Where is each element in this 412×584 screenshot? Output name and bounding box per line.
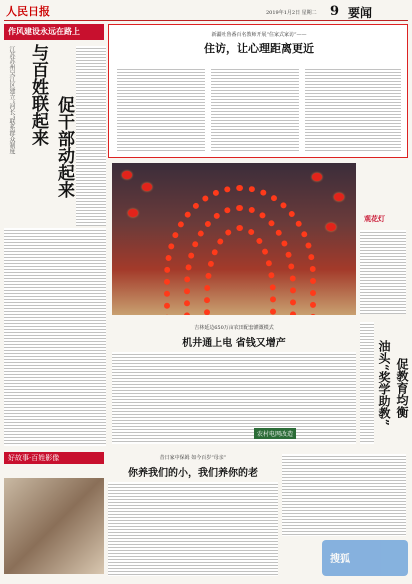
text-block [360, 230, 406, 314]
top-feature-kicker: 新疆吐鲁番百名教师开展“住家式家访”—— [211, 32, 307, 38]
middle-article-kicker: 吉林延边650万亩农田配套灌溉模式 [194, 325, 274, 331]
column-tag: 好故事·百姓影像 [4, 452, 104, 464]
top-feature-title: 住访，让心理距离更近 [204, 42, 314, 55]
column-banner: 作风建设永远在路上 [4, 24, 104, 40]
lantern-photo [112, 163, 356, 315]
text-block [4, 228, 106, 446]
lantern-icon [326, 223, 336, 231]
lantern-icon [122, 171, 132, 179]
bottom-feature-kicker: 昔日家中保姆 如今百岁“母亲” [159, 455, 227, 461]
bottom-feature-title: 你养我们的小，我们养你的老 [128, 468, 258, 479]
newspaper-logo: 人民日报 [6, 5, 50, 18]
lantern-icon [312, 173, 322, 181]
page-number: 9 [330, 4, 340, 19]
watermark-logo [322, 540, 408, 576]
middle-article-title: 机井通上电 省钱又增产 [182, 338, 286, 349]
text-block [282, 454, 406, 536]
lantern-icon [128, 209, 138, 217]
text-block [360, 322, 374, 444]
masthead [4, 2, 408, 21]
right-article-title-1: 油头“奖学助教” [377, 340, 391, 426]
lantern-icon [334, 193, 344, 201]
photo-caption-title: 观花灯 [364, 214, 385, 223]
left-feature-side-title: 江苏苏州吴江区建立“河长”联系群众制度 [8, 46, 15, 155]
watermark-text: 搜狐 [330, 554, 350, 565]
text-block [108, 482, 278, 576]
text-block [117, 67, 205, 153]
issue-date: 2019年1月2日 星期二 [266, 10, 317, 16]
lantern-icon [142, 183, 152, 191]
topic-badge: 农村电网改造 [254, 428, 296, 439]
text-block [211, 67, 299, 153]
right-article-title-2: 促教育均衡 [395, 358, 409, 418]
text-block [112, 352, 356, 444]
left-feature-headline-1: 与百姓联起来 [28, 44, 48, 146]
left-feature-headline-2: 促干部动起来 [54, 96, 74, 198]
text-block [305, 67, 401, 153]
text-block [76, 46, 106, 226]
bottom-feature-photo [4, 478, 104, 574]
section-name: 要闻 [348, 6, 373, 20]
top-feature-box [108, 24, 408, 158]
